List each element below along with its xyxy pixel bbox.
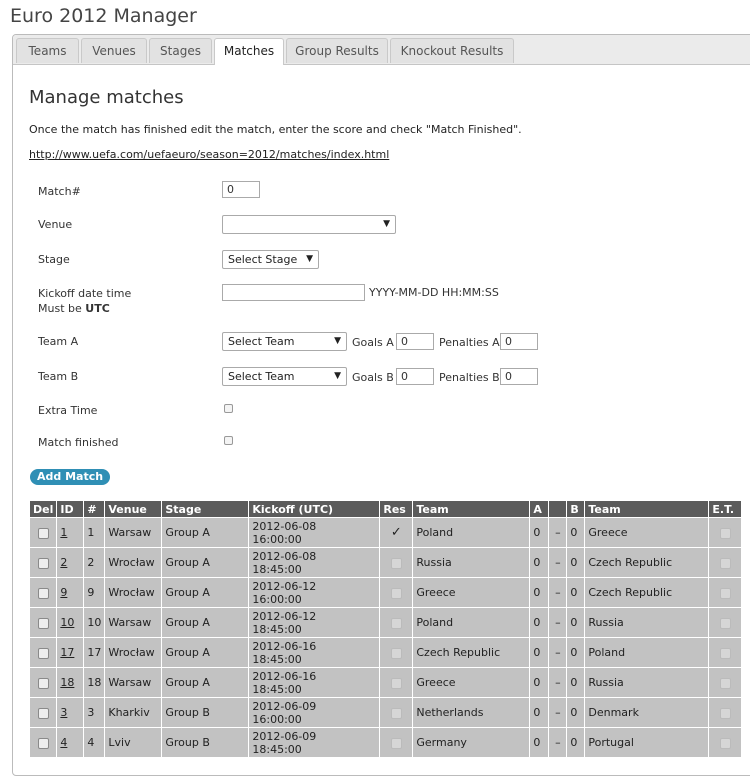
kickoff-time: 16:00:00 — [252, 532, 302, 546]
extra-time-label: Extra Time — [38, 404, 98, 417]
team-a-select[interactable] — [222, 332, 347, 351]
delete-checkbox[interactable] — [38, 678, 49, 689]
id-cell — [57, 668, 84, 698]
main-panel — [12, 34, 750, 776]
team-b-cell: Russia — [585, 608, 709, 638]
delete-checkbox[interactable] — [38, 648, 49, 659]
kickoff-date: 2012-06-12 — [252, 609, 317, 623]
goals-b-cell: 0 — [567, 728, 585, 758]
score-separator: – — [549, 728, 567, 758]
penalties-a-label: Penalties A — [439, 336, 500, 349]
et-cell — [709, 728, 742, 758]
tab-group-results[interactable]: Group Results — [286, 38, 388, 63]
table-row — [30, 578, 742, 608]
num-cell: 4 — [84, 728, 105, 758]
table-row — [30, 518, 742, 548]
team-a-cell: Russia — [413, 548, 530, 578]
team-a-cell: Germany — [413, 728, 530, 758]
et-cell — [709, 518, 742, 548]
venue-cell: Kharkiv — [105, 698, 162, 728]
add-match-button[interactable]: Add Match — [30, 469, 110, 485]
score-separator: – — [549, 668, 567, 698]
match-id-link[interactable]: 3 — [60, 706, 68, 719]
penalties-b-label: Penalties B — [439, 371, 500, 384]
kickoff-time: 16:00:00 — [252, 712, 302, 726]
goals-b-label: Goals B — [352, 371, 394, 384]
stage-cell: Group A — [162, 608, 249, 638]
chevron-down-icon: ▼ — [383, 219, 390, 229]
team-b-cell: Czech Republic — [585, 548, 709, 578]
stage-cell: Group A — [162, 638, 249, 668]
kickoff-input[interactable] — [222, 284, 365, 301]
extra-time-checkbox — [720, 678, 731, 689]
id-cell — [57, 698, 84, 728]
kickoff-date: 2012-06-08 — [252, 549, 317, 563]
id-cell — [57, 638, 84, 668]
col-header: Kickoff (UTC) — [249, 501, 380, 518]
goals-b-cell: 0 — [567, 638, 585, 668]
table-row — [30, 638, 742, 668]
table-row — [30, 668, 742, 698]
venue-cell: Warsaw — [105, 668, 162, 698]
extra-time-checkbox — [720, 738, 731, 749]
del-cell — [30, 608, 57, 638]
num-cell: 3 — [84, 698, 105, 728]
col-header: A — [530, 501, 549, 518]
stage-select[interactable] — [222, 250, 319, 269]
team-a-select-value: Select Team — [228, 335, 295, 348]
num-cell: 9 — [84, 578, 105, 608]
delete-checkbox[interactable] — [38, 588, 49, 599]
matches-table — [29, 500, 742, 758]
res-cell — [380, 638, 413, 668]
kickoff-time: 18:45:00 — [252, 652, 302, 666]
tab-venues[interactable]: Venues — [81, 38, 147, 63]
kickoff-time: 18:45:00 — [252, 562, 302, 576]
team-b-cell: Greece — [585, 518, 709, 548]
kickoff-cell — [249, 548, 380, 578]
match-id-link[interactable]: 9 — [60, 586, 68, 599]
kickoff-date: 2012-06-16 — [252, 669, 317, 683]
tab-knockout-results[interactable]: Knockout Results — [390, 38, 514, 63]
stage-cell: Group A — [162, 668, 249, 698]
score-separator: – — [549, 518, 567, 548]
chevron-down-icon: ▼ — [334, 371, 341, 381]
app-title: Euro 2012 Manager — [10, 5, 197, 27]
kickoff-cell — [249, 638, 380, 668]
res-cell — [380, 728, 413, 758]
del-cell — [30, 728, 57, 758]
col-header: Stage — [162, 501, 249, 518]
table-header-row — [30, 501, 742, 518]
goals-a-cell: 0 — [530, 728, 549, 758]
del-cell — [30, 668, 57, 698]
tab-stages[interactable]: Stages — [149, 38, 212, 63]
delete-checkbox[interactable] — [38, 528, 49, 539]
match-id-link[interactable]: 17 — [60, 646, 75, 659]
col-header: B — [567, 501, 585, 518]
stage-cell: Group A — [162, 518, 249, 548]
stage-cell: Group B — [162, 698, 249, 728]
kickoff-label: Kickoff date time — [38, 287, 132, 300]
table-row — [30, 728, 742, 758]
match-id-link[interactable]: 1 — [60, 526, 68, 539]
venue-cell: Wrocław — [105, 548, 162, 578]
team-a-cell: Netherlands — [413, 698, 530, 728]
delete-checkbox[interactable] — [38, 738, 49, 749]
match-id-link[interactable]: 4 — [60, 736, 68, 749]
num-cell: 17 — [84, 638, 105, 668]
venue-cell: Wrocław — [105, 578, 162, 608]
team-b-cell: Russia — [585, 668, 709, 698]
intro-text: Once the match has finished edit the match, enter the score and check "Match Finished". — [29, 123, 522, 136]
uefa-link[interactable]: http://www.uefa.com/uefaeuro/season=2012/matches/index.html — [29, 148, 390, 161]
team-a-label: Team A — [38, 335, 79, 348]
goals-a-cell: 0 — [530, 698, 549, 728]
delete-checkbox[interactable] — [38, 618, 49, 629]
et-cell — [709, 548, 742, 578]
delete-checkbox[interactable] — [38, 558, 49, 569]
result-checkbox — [391, 588, 402, 599]
kickoff-date: 2012-06-16 — [252, 639, 317, 653]
goals-a-label: Goals A — [352, 336, 394, 349]
score-separator: – — [549, 638, 567, 668]
kickoff-time: 18:45:00 — [252, 682, 302, 696]
extra-time-checkbox — [720, 648, 731, 659]
kickoff-note-utc: UTC — [85, 302, 110, 315]
result-checkbox — [391, 678, 402, 689]
venue-select[interactable] — [222, 215, 396, 234]
col-header: Venue — [105, 501, 162, 518]
team-b-cell: Poland — [585, 638, 709, 668]
team-b-cell: Czech Republic — [585, 578, 709, 608]
team-a-cell: Poland — [413, 518, 530, 548]
kickoff-cell — [249, 608, 380, 638]
col-header: Del — [30, 501, 57, 518]
kickoff-date: 2012-06-08 — [252, 519, 317, 533]
col-header: Res — [380, 501, 413, 518]
id-cell — [57, 518, 84, 548]
team-b-select-value: Select Team — [228, 370, 295, 383]
goals-a-input[interactable]: 0 — [396, 333, 434, 350]
stage-label: Stage — [38, 253, 70, 266]
table-row — [30, 608, 742, 638]
res-cell — [380, 548, 413, 578]
table-row — [30, 548, 742, 578]
kickoff-note — [38, 302, 110, 315]
table-row — [30, 698, 742, 728]
kickoff-cell — [249, 668, 380, 698]
kickoff-date: 2012-06-12 — [252, 579, 317, 593]
res-cell — [380, 668, 413, 698]
result-checkbox — [391, 738, 402, 749]
extra-time-checkbox — [720, 558, 731, 569]
col-header: ID — [57, 501, 84, 518]
venue-cell: Warsaw — [105, 518, 162, 548]
result-checkbox — [391, 618, 402, 629]
team-a-cell: Greece — [413, 668, 530, 698]
stage-cell: Group A — [162, 578, 249, 608]
goals-b-cell: 0 — [567, 548, 585, 578]
res-cell — [380, 578, 413, 608]
col-header: Team — [413, 501, 530, 518]
goals-b-cell: 0 — [567, 698, 585, 728]
tab-bar — [13, 35, 750, 65]
chevron-down-icon: ▼ — [306, 254, 313, 264]
id-cell — [57, 548, 84, 578]
id-cell — [57, 728, 84, 758]
tab-matches[interactable]: Matches — [214, 38, 284, 65]
venue-label: Venue — [38, 218, 73, 231]
extra-time-checkbox — [720, 588, 731, 599]
match-number-input[interactable]: 0 — [222, 181, 260, 198]
tab-teams[interactable]: Teams — [16, 38, 79, 63]
penalties-a-input[interactable]: 0 — [500, 333, 538, 350]
goals-a-cell: 0 — [530, 638, 549, 668]
id-cell — [57, 608, 84, 638]
extra-time-checkbox — [720, 618, 731, 629]
num-cell: 2 — [84, 548, 105, 578]
match-finished-label: Match finished — [38, 436, 119, 449]
match-id-link[interactable]: 10 — [60, 616, 75, 629]
goals-b-input[interactable]: 0 — [396, 368, 434, 385]
et-cell — [709, 668, 742, 698]
kickoff-time: 18:45:00 — [252, 622, 302, 636]
del-cell — [30, 698, 57, 728]
venue-cell: Lviv — [105, 728, 162, 758]
kickoff-cell — [249, 728, 380, 758]
page-title: Manage matches — [29, 87, 184, 108]
col-header: Team — [585, 501, 709, 518]
kickoff-time: 18:45:00 — [252, 742, 302, 756]
score-separator: – — [549, 608, 567, 638]
kickoff-cell — [249, 518, 380, 548]
match-number-label: Match# — [38, 185, 81, 198]
match-id-link[interactable]: 2 — [60, 556, 68, 569]
venue-cell: Warsaw — [105, 608, 162, 638]
goals-a-cell: 0 — [530, 548, 549, 578]
et-cell — [709, 578, 742, 608]
del-cell — [30, 548, 57, 578]
stage-cell: Group B — [162, 728, 249, 758]
stage-select-value: Select Stage — [228, 253, 298, 266]
venue-cell: Wrocław — [105, 638, 162, 668]
extra-time-checkbox — [720, 708, 731, 719]
goals-a-cell: 0 — [530, 518, 549, 548]
res-cell — [380, 608, 413, 638]
kickoff-format-hint: YYYY-MM-DD HH:MM:SS — [369, 286, 499, 299]
team-b-cell: Portugal — [585, 728, 709, 758]
delete-checkbox[interactable] — [38, 708, 49, 719]
kickoff-date: 2012-06-09 — [252, 699, 317, 713]
del-cell — [30, 518, 57, 548]
kickoff-cell — [249, 578, 380, 608]
score-separator: – — [549, 578, 567, 608]
goals-b-cell: 0 — [567, 578, 585, 608]
kickoff-cell — [249, 698, 380, 728]
goals-a-cell: 0 — [530, 608, 549, 638]
team-a-cell: Poland — [413, 608, 530, 638]
score-separator: – — [549, 698, 567, 728]
team-a-cell: Czech Republic — [413, 638, 530, 668]
col-header — [549, 501, 567, 518]
result-checkbox — [391, 648, 402, 659]
kickoff-time: 16:00:00 — [252, 592, 302, 606]
goals-b-cell: 0 — [567, 518, 585, 548]
extra-time-checkbox — [720, 528, 731, 539]
checkmark-icon: ✓ — [390, 525, 402, 540]
del-cell — [30, 578, 57, 608]
chevron-down-icon: ▼ — [334, 336, 341, 346]
stage-cell: Group A — [162, 548, 249, 578]
id-cell — [57, 578, 84, 608]
result-checkbox — [391, 558, 402, 569]
match-finished-checkbox[interactable] — [224, 436, 233, 445]
extra-time-checkbox[interactable] — [224, 404, 233, 413]
col-header: E.T. — [709, 501, 742, 518]
team-b-label: Team B — [38, 370, 79, 383]
kickoff-note-prefix: Must be — [38, 302, 82, 315]
goals-a-cell: 0 — [530, 578, 549, 608]
num-cell: 10 — [84, 608, 105, 638]
num-cell: 1 — [84, 518, 105, 548]
match-id-link[interactable]: 18 — [60, 676, 75, 689]
kickoff-date: 2012-06-09 — [252, 729, 317, 743]
res-cell — [380, 698, 413, 728]
goals-b-cell: 0 — [567, 608, 585, 638]
et-cell — [709, 638, 742, 668]
res-cell — [380, 518, 413, 548]
et-cell — [709, 608, 742, 638]
score-separator: – — [549, 548, 567, 578]
team-b-cell: Denmark — [585, 698, 709, 728]
num-cell: 18 — [84, 668, 105, 698]
col-header: # — [84, 501, 105, 518]
team-b-select[interactable] — [222, 367, 347, 386]
goals-a-cell: 0 — [530, 668, 549, 698]
result-checkbox — [391, 708, 402, 719]
et-cell — [709, 698, 742, 728]
goals-b-cell: 0 — [567, 668, 585, 698]
del-cell — [30, 638, 57, 668]
penalties-b-input[interactable]: 0 — [500, 368, 538, 385]
team-a-cell: Greece — [413, 578, 530, 608]
